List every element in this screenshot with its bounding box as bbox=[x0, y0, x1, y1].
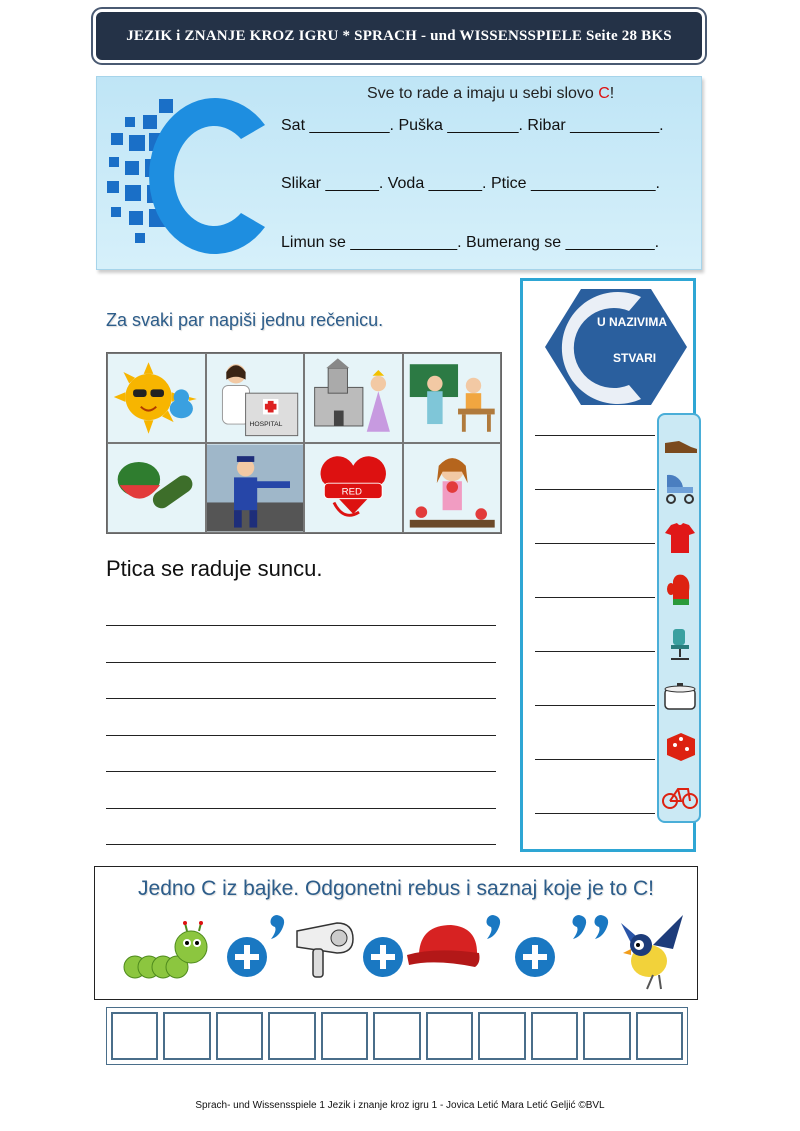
policeman-icon bbox=[207, 444, 304, 532]
heart-red-picture bbox=[304, 443, 403, 533]
answer-letter-box[interactable] bbox=[216, 1012, 263, 1060]
mitten-icon bbox=[661, 571, 699, 609]
rebus-answer-boxes bbox=[106, 1007, 688, 1065]
watermelon-icon bbox=[108, 444, 205, 532]
things-sidebar bbox=[520, 278, 696, 852]
hexagon-c-icon bbox=[545, 287, 687, 407]
plus-icon bbox=[513, 935, 557, 979]
answer-line[interactable] bbox=[535, 651, 655, 652]
answer-letter-box[interactable] bbox=[321, 1012, 368, 1060]
doctor-hospital-picture bbox=[206, 353, 305, 443]
answer-letter-box[interactable] bbox=[111, 1012, 158, 1060]
writing-line[interactable] bbox=[106, 698, 496, 699]
castle-princess-picture bbox=[304, 353, 403, 443]
hospital-label: HOSPITAL bbox=[248, 420, 282, 428]
answer-letter-box[interactable] bbox=[163, 1012, 210, 1060]
plus-icon bbox=[225, 935, 269, 979]
answer-line[interactable] bbox=[535, 813, 655, 814]
answer-letter-box[interactable] bbox=[478, 1012, 525, 1060]
castle-icon bbox=[305, 354, 402, 442]
logo-line-1: U NAZIVIMA bbox=[597, 315, 667, 329]
bicycle-icon bbox=[661, 777, 699, 815]
answer-line[interactable] bbox=[535, 597, 655, 598]
header-text: JEZIK i ZNANJE KROZ IGRU * SPRACH - und WISSENSSPIELE Seite 28 BKS bbox=[126, 27, 672, 44]
apostrophe-icon bbox=[483, 913, 505, 943]
heart-icon bbox=[305, 444, 402, 532]
task1-line-3: Limun se ____________. Bumerang se __________. bbox=[281, 234, 660, 251]
writing-line[interactable] bbox=[106, 662, 496, 663]
icon-strip bbox=[657, 413, 701, 823]
shirt-icon bbox=[661, 519, 699, 557]
task1-box bbox=[96, 76, 702, 270]
shoe-icon bbox=[661, 421, 699, 459]
pot-icon bbox=[661, 677, 699, 715]
stroller-icon bbox=[661, 467, 699, 505]
apostrophe-icon bbox=[267, 913, 289, 943]
office-chair-icon bbox=[661, 625, 699, 663]
sun-icon bbox=[108, 354, 205, 442]
answer-line[interactable] bbox=[535, 489, 655, 490]
rebus-box bbox=[94, 866, 698, 1000]
picture-grid bbox=[106, 352, 502, 534]
caterpillar-icon bbox=[121, 917, 217, 987]
answer-letter-box[interactable] bbox=[636, 1012, 683, 1060]
page-header bbox=[96, 12, 702, 60]
doctor-icon bbox=[207, 354, 304, 442]
task1-title bbox=[367, 85, 697, 103]
cap-icon bbox=[405, 919, 489, 979]
letter-c-logo-icon bbox=[101, 77, 281, 271]
answer-letter-box[interactable] bbox=[531, 1012, 578, 1060]
answer-line[interactable] bbox=[535, 705, 655, 706]
policeman-picture bbox=[206, 443, 305, 533]
answer-line[interactable] bbox=[535, 759, 655, 760]
teacher-class-picture bbox=[403, 353, 502, 443]
girl-flowers-picture bbox=[403, 443, 502, 533]
sun-bird-picture bbox=[107, 353, 206, 443]
apostrophe-icon bbox=[569, 913, 591, 943]
answer-line[interactable] bbox=[535, 543, 655, 544]
watermelon-cucumber-picture bbox=[107, 443, 206, 533]
task1-line-2: Slikar ______. Voda ______. Ptice ______________. bbox=[281, 175, 660, 192]
example-sentence: Ptica se raduje suncu. bbox=[106, 556, 323, 581]
apostrophe-icon bbox=[591, 913, 613, 943]
answer-letter-box[interactable] bbox=[583, 1012, 630, 1060]
answer-letter-box[interactable] bbox=[373, 1012, 420, 1060]
answer-letter-box[interactable] bbox=[426, 1012, 473, 1060]
hair-dryer-icon bbox=[291, 917, 361, 981]
things-logo bbox=[545, 287, 687, 407]
answer-letter-box[interactable] bbox=[268, 1012, 315, 1060]
task1-title-suffix: ! bbox=[609, 85, 615, 102]
heart-label: RED bbox=[341, 486, 362, 498]
answer-line[interactable] bbox=[535, 435, 655, 436]
task1-line-1: Sat _________. Puška ________. Ribar __________. bbox=[281, 117, 664, 134]
bird-icon bbox=[613, 905, 693, 995]
teacher-icon bbox=[404, 354, 501, 442]
task1-title-letter: C bbox=[598, 85, 610, 102]
dice-icon bbox=[661, 727, 699, 765]
writing-line[interactable] bbox=[106, 808, 496, 809]
task1-title-text: Sve to rade a imaju u sebi slovo bbox=[367, 85, 599, 102]
task2-title: Za svaki par napiši jednu rečenicu. bbox=[106, 310, 384, 330]
writing-line[interactable] bbox=[106, 771, 496, 772]
writing-line[interactable] bbox=[106, 844, 496, 845]
girl-icon bbox=[404, 444, 501, 532]
rebus-title: Jedno C iz bajke. Odgonetni rebus i saznaj koje je to C! bbox=[138, 877, 654, 900]
page-footer: Sprach- und Wissensspiele 1 Jezik i znanje kroz igru 1 - Jovica Letić Mara Letić Geljić ©BVL bbox=[195, 1100, 605, 1111]
logo-line-2: STVARI bbox=[613, 351, 657, 365]
plus-icon bbox=[361, 935, 405, 979]
writing-line[interactable] bbox=[106, 735, 496, 736]
writing-line[interactable] bbox=[106, 625, 496, 626]
